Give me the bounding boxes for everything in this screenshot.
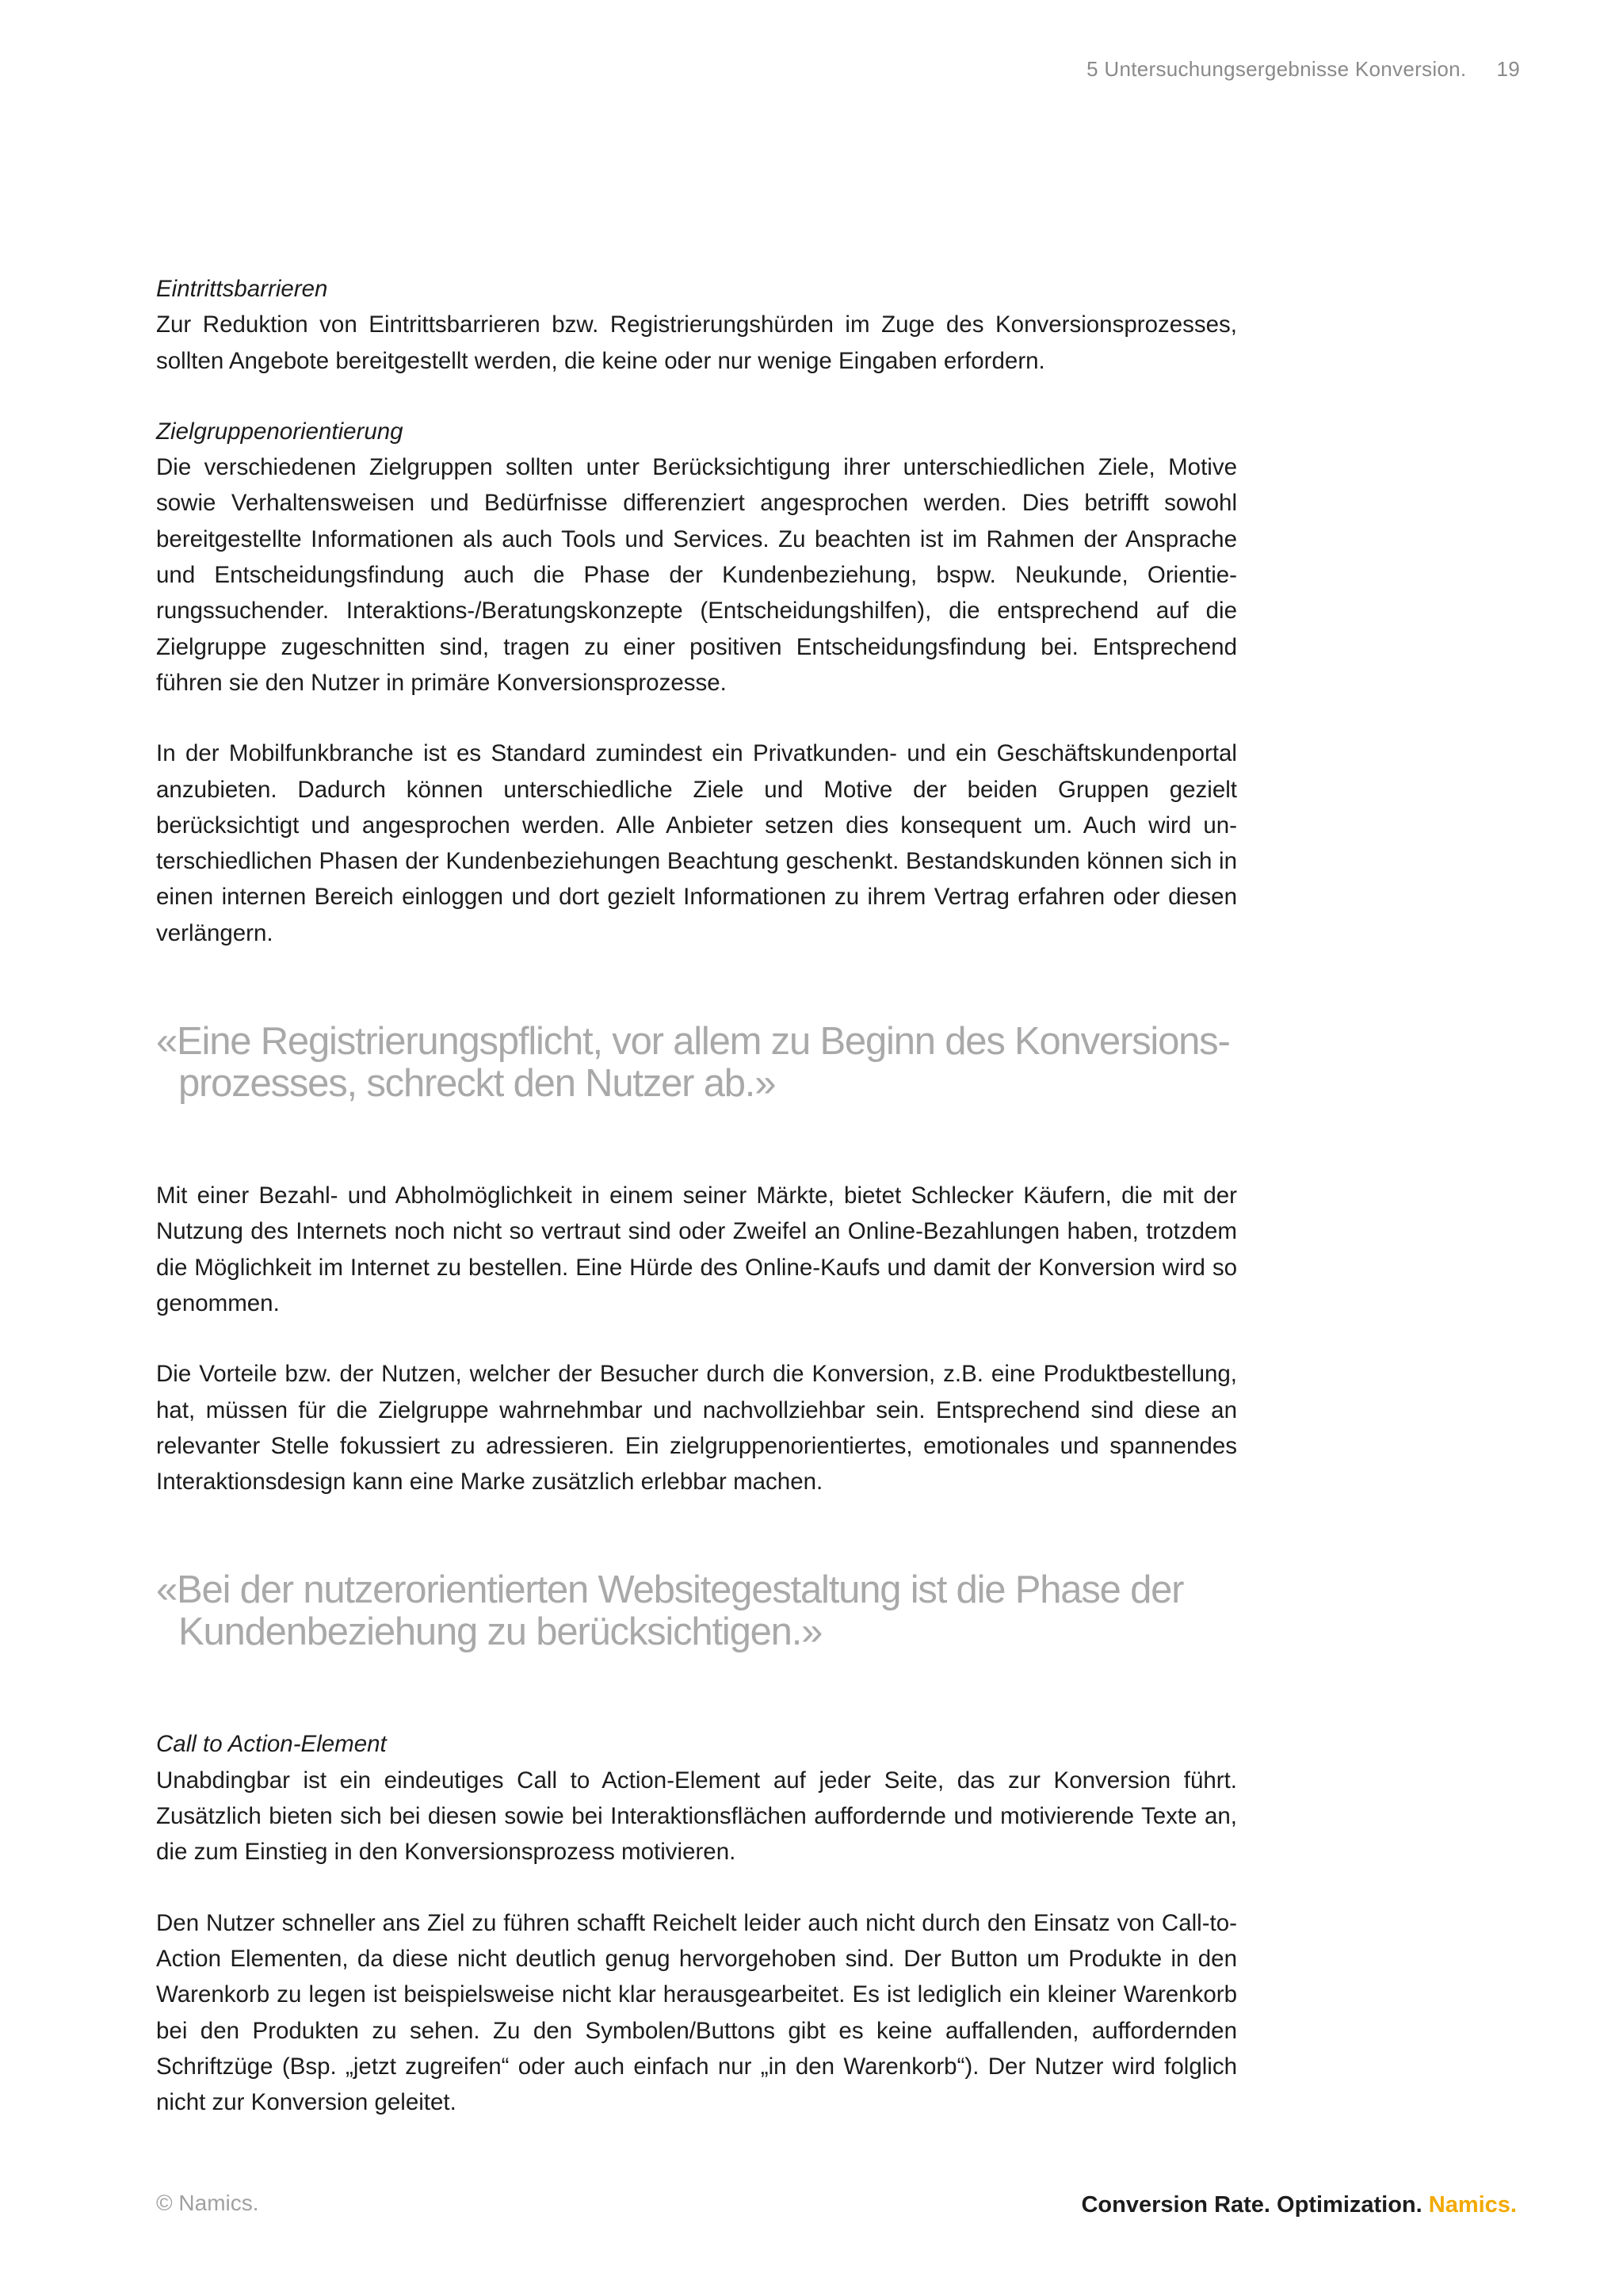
section-zielgruppenorientierung xyxy=(156,414,1237,701)
paragraph-eintrittsbarrieren: Zur Reduktion von Eintrittsbarrieren bzw. Registrierungshürden im Zuge des Konversionsprozesses, sollten Angebote bereitgestellt werden, die keine oder nur wenige Eingaben erfordern. xyxy=(156,311,1237,374)
subheading-call-to-action: Call to Action-Element xyxy=(156,1731,387,1758)
paragraph-call-to-action: Unabdingbar ist ein eindeutiges Call to Action-Element auf jeder Seite, das zur Konversion führt. Zusätzlich bieten sich bei diesen sowie bei Interaktionsflächen auffordernde und motivierende Texte an, die zum Einstieg in den Konversionsprozess motivieren. xyxy=(156,1767,1237,1866)
page-body xyxy=(156,271,1237,2120)
paragraph-vorteile: Die Vorteile bzw. der Nutzen, welcher der Besucher durch die Konversion, z.B. eine Produktbestellung, hat, müssen für die Zielgruppe wahrnehmbar und nachvollziehbar sein. Entsprechend sind diese an relevanter Stelle fokussiert zu adressieren. Ein zielgruppenorientiertes, emotionales und spannendes Interaktionsdesign kann eine Marke zusätzlich erlebbar machen. xyxy=(156,1361,1237,1496)
footer-brand-logo: Namics. xyxy=(1428,2192,1517,2218)
paragraph-zielgruppenorientierung: Die verschiedenen Zielgruppen sollten unter Berücksichtigung ihrer unterschiedlichen Ziele, Motive sowie Verhaltensweisen und Bedürfnisse differenziert angesprochen werden. Dies betrifft sowohl bereitgestellte Informationen als auch Tools und Services. Zu beachten ist im Rahmen der Ansprache und Entscheidungsfindung auch die Phase der Kundenbeziehung, bspw. Neukunde, Orientierungssuchender. Interaktions-/Beratungskonzepte (Entscheidungshilfen), die entsprechend auf die Zielgruppe zugeschnitten sind, tragen zu einer positiven Entscheidungsfindung bei. Entsprechend führen sie den Nutzer in primäre Konversionsprozesse. xyxy=(156,454,1237,696)
subheading-eintrittsbarrieren: Eintrittsbarrieren xyxy=(156,276,328,302)
subheading-zielgruppenorientierung: Zielgruppenorientierung xyxy=(156,418,403,445)
footer-tagline-text: Conversion Rate. Optimization. xyxy=(1081,2192,1423,2218)
paragraph-mobilfunk: In der Mobilfunkbranche ist es Standard zumindest ein Privatkunden- und ein Geschäftskundenportal anzubieten. Dadurch können unterschiedliche Ziele und Motive der beiden Gruppen gezielt berücksichtigt und angesprochen werden. Alle Anbieter setzen dies konsequent um. Auch wird unterschiedlichen Phasen der Kundenbeziehungen Beachtung geschenkt. Bestandskunden können sich in einen internen Bereich einloggen und dort gezielt Informationen zu ihrem Vertrag erfahren oder diesen verlängern. xyxy=(156,740,1237,946)
footer-tagline xyxy=(1081,2192,1517,2218)
page-number: 19 xyxy=(1496,57,1520,81)
section-title: 5 Untersuchungsergebnisse Konversion. xyxy=(1086,57,1467,81)
pull-quote-kundenbeziehung: «Bei der nutzerorientierten Websitegestaltung ist die Phase der Kundenbeziehung zu berücksichtigen.» xyxy=(156,1568,1184,1654)
paragraph-reichelt: Den Nutzer schneller ans Ziel zu führen schafft Reichelt leider auch nicht durch den Einsatz von Call-to-Action Elementen, da diese nicht deutlich genug hervorgehoben sind. Der Button um Produkte in den Warenkorb zu legen ist beispielsweise nicht klar herausgearbeitet. Es ist lediglich ein kleiner Warenkorb bei den Produkten zu sehen. Zu den Symbolen/Buttons gibt es keine auffallenden, auffordernden Schriftzüge (Bsp. „jetzt zugreifen“ oder auch einfach nur „in den Warenkorb“). Der Nutzer wird folglich nicht zur Konversion geleitet. xyxy=(156,1909,1237,2116)
section-call-to-action xyxy=(156,1726,1237,1870)
pull-quote-registrierung: «Eine Registrierungspflicht, vor allem zu Beginn des Konversionsprozesses, schreckt den Nutzer ab.» xyxy=(156,1020,1231,1106)
section-eintrittsbarrieren xyxy=(156,271,1237,379)
paragraph-schlecker: Mit einer Bezahl- und Abholmöglichkeit in einem seiner Märkte, bietet Schlecker Käufern, die mit der Nutzung des Internets noch nicht so vertraut sind oder Zweifel an Online-Bezahlungen haben, trotzdem die Möglichkeit im Internet zu bestellen. Eine Hürde des Online-Kaufs und damit der Konversion wird so genommen. xyxy=(156,1182,1237,1316)
footer-copyright: © Namics. xyxy=(156,2191,259,2215)
running-header xyxy=(1086,57,1520,82)
